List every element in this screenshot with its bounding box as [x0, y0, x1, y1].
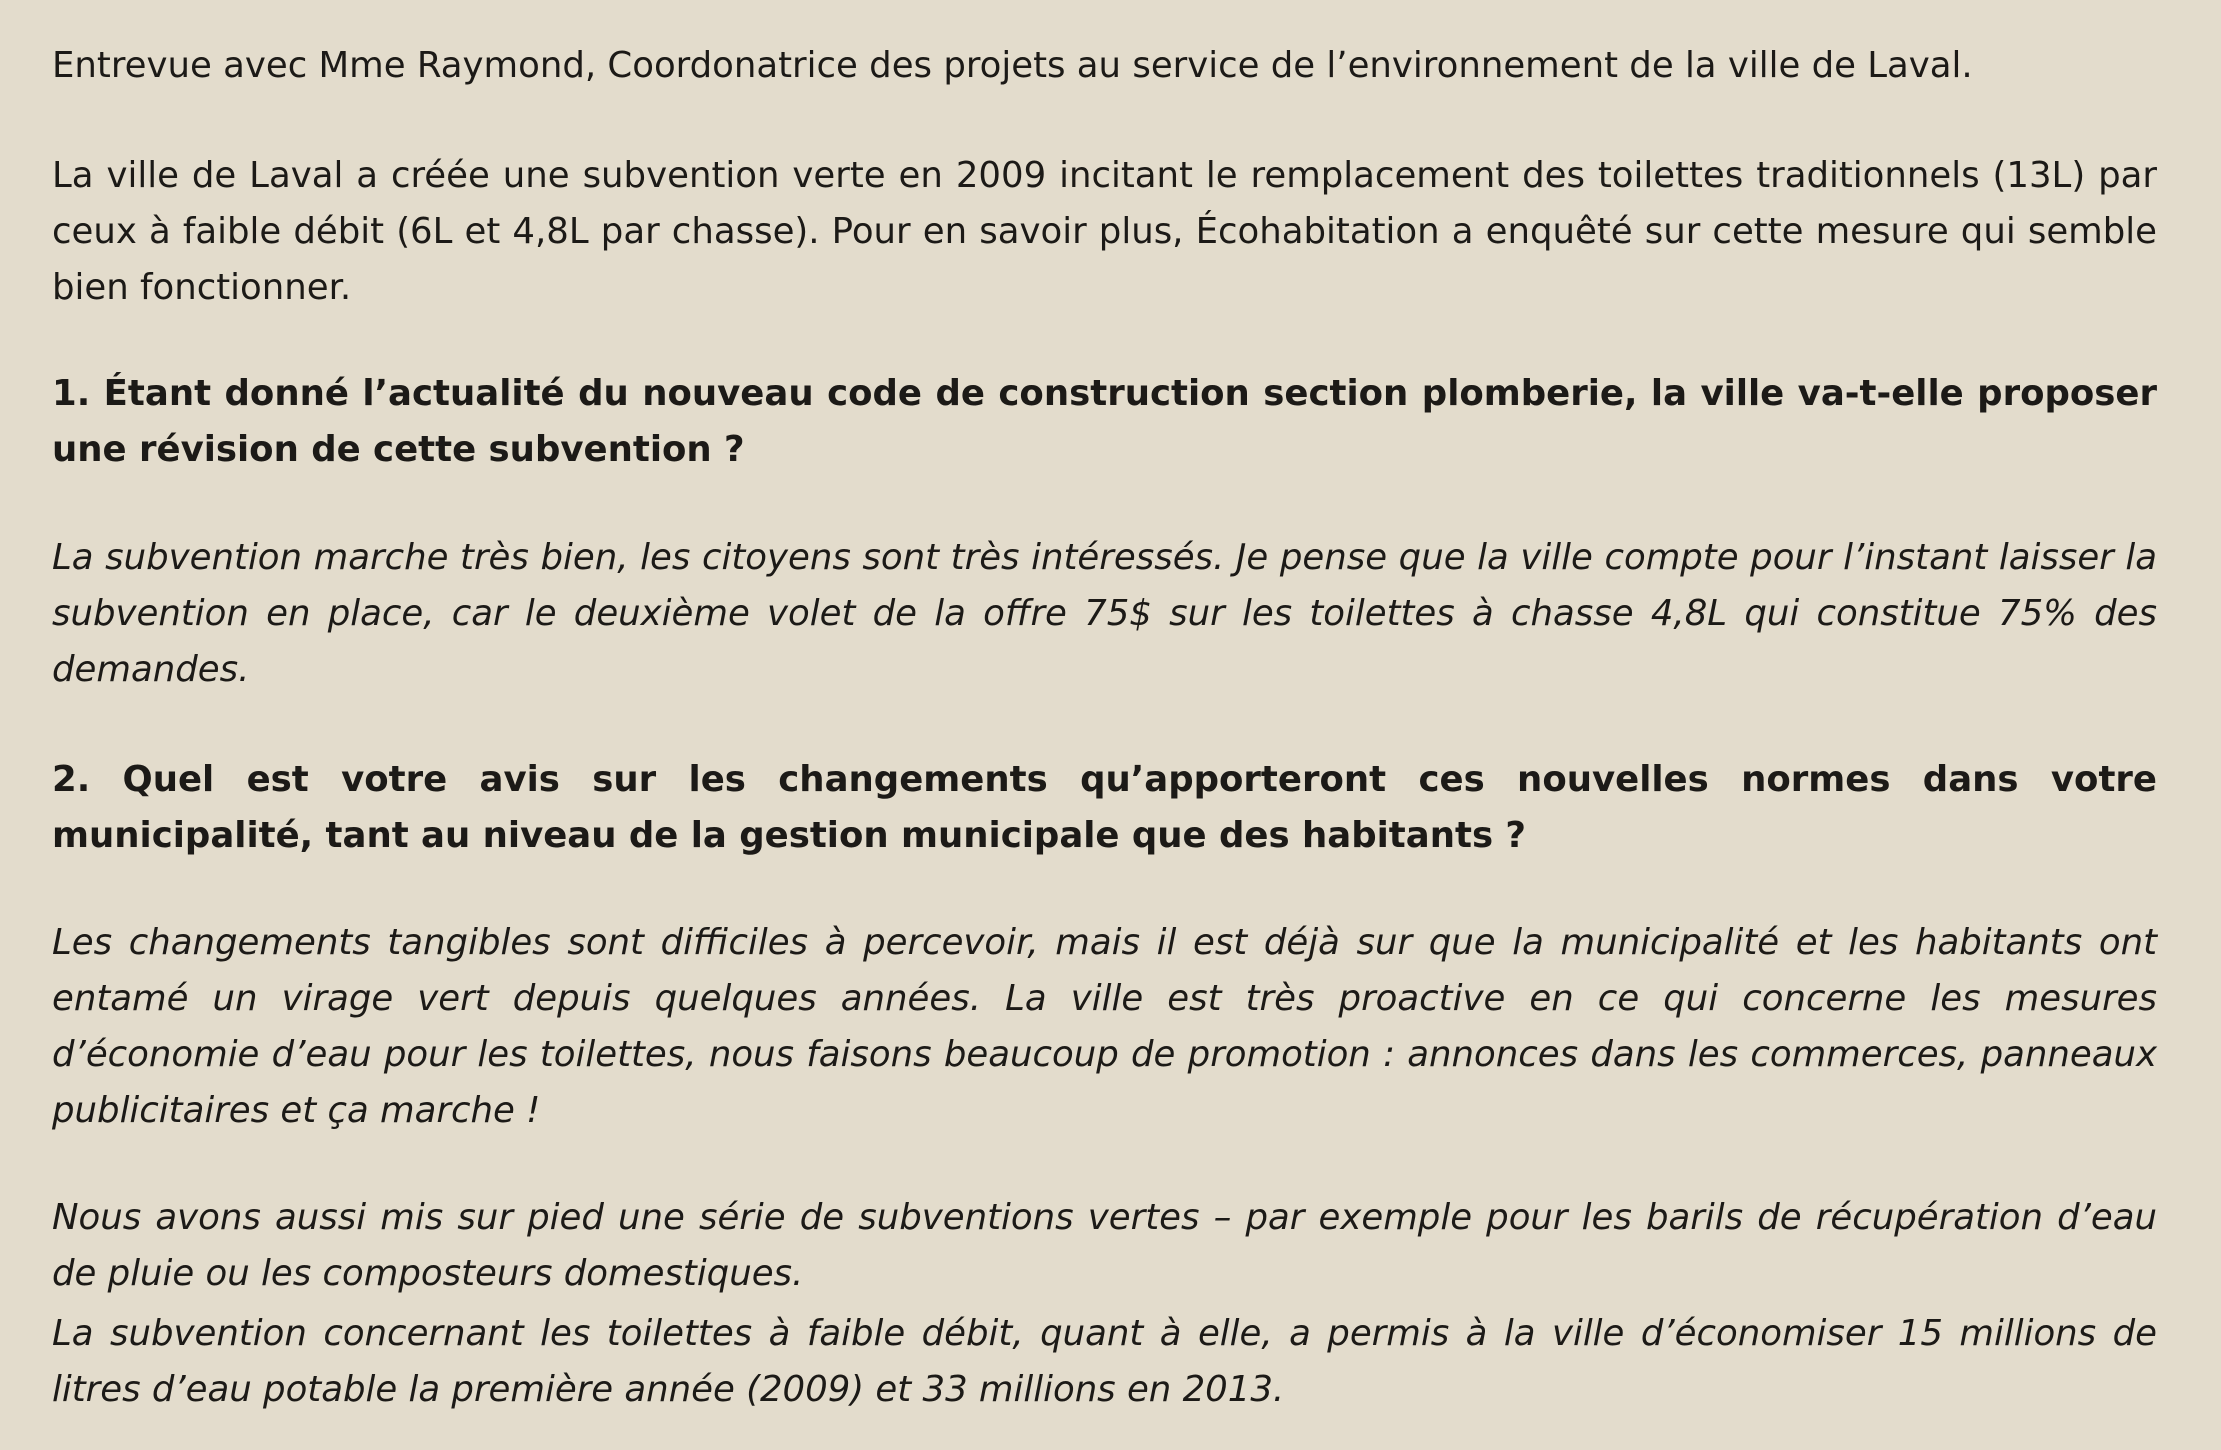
answer-2-paragraph-1: Les changements tangibles sont difficiles à percevoir, mais il est déjà sur que la municipalité et les habitants ont entamé un virage vert depuis quelques années. La ville est très proactive en ce qui concerne les mesures d’économie d’eau pour les toilettes, nous faisons beaucoup de promotion : annonces dans les commerces, panneaux publicitaires et ça marche !	[52, 922, 2157, 1131]
question-2: 2. Quel est votre avis sur les changements qu’apporteront ces nouvelles normes dans votre municipalité, tant au niveau de la gestion municipale que des habitants ?	[52, 759, 2157, 856]
question-1: 1. Étant donné l’actualité du nouveau code de construction section plomberie, la ville va-t-elle proposer une révision de cette subvention ?	[52, 373, 2157, 470]
answer-2-paragraph-2: Nous avons aussi mis sur pied une série de subventions vertes – par exemple pour les barils de récupération d’eau de pluie ou les composteurs domestiques.	[52, 1197, 2157, 1294]
answer-2-paragraph-3: La subvention concernant les toilettes à faible débit, quant à elle, a permis à la ville d’économiser 15 millions de litres d’eau potable la première année (2009) et 33 millions en 2013.	[52, 1313, 2157, 1410]
interview-lead-paragraph: La ville de Laval a créée une subvention verte en 2009 incitant le remplacement des toilettes traditionnels (13L) par ceux à faible débit (6L et 4,8L par chasse). Pour en savoir plus, Écohabitation a enquêté sur cette mesure qui semble bien fonctionner.	[52, 155, 2157, 308]
answer-1: La subvention marche très bien, les citoyens sont très intéressés. Je pense que la ville compte pour l’instant laisser la subvention en place, car le deuxième volet de la offre 75$ sur les toilettes à chasse 4,8L qui constitue 75% des demandes.	[52, 537, 2157, 690]
interview-intro: Entrevue avec Mme Raymond, Coordonatrice des projets au service de l’environnement de la ville de Laval.	[52, 45, 1973, 86]
